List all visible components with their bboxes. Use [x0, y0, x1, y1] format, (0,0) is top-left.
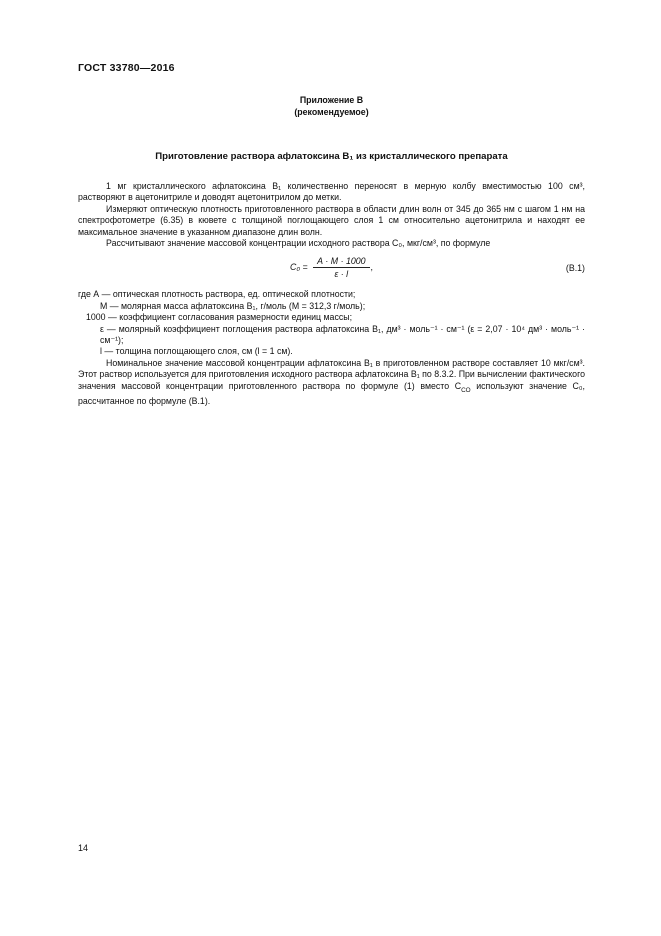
definition-epsilon: ε — молярный коэффициент поглощения раствора афлатоксина В₁, дм³ · моль⁻¹ · см⁻¹ (ε = 2,07 · 10⁴ дм³ · моль⁻¹ · см⁻¹); [100, 323, 585, 346]
formula-definitions [78, 289, 585, 357]
appendix-label: Приложение В [299, 95, 364, 105]
fraction-denominator: ε · l [334, 269, 349, 280]
paragraph-2: Измеряют оптическую плотность приготовленного раствора в области длин волн от 345 до 365 нм с шагом 1 нм на спектрофотометре (6.35) в кювете с толщиной поглощающего слоя 1 см относительно ацетонитрила и находят ее максимальное значение в указанном диапазоне длин волн. [78, 203, 585, 237]
formula-fraction [313, 256, 369, 279]
appendix-type: (рекомендуемое) [294, 107, 369, 117]
final-paragraph-part1: Номинальное значение массовой концентрации афлатоксина В₁ в приготовленном растворе составляет 10 мкг/см³. Этот раствор используется для приготовления исходного раствора афлатоксина В₁ по 8.3.2. При вычислении фактического значения массовой концентрации приготовленного раствора по формуле (1) вместо С [78, 357, 585, 391]
final-paragraph-subscript: СО [461, 386, 471, 394]
page-content [78, 62, 585, 407]
definition-l: l — толщина поглощающего слоя, см (l = 1 см). [100, 346, 293, 357]
fraction-numerator: А · М · 1000 [313, 256, 369, 268]
formula-block [78, 256, 585, 280]
section-title: Приготовление раствора афлатоксина В₁ из кристаллического препарата [155, 151, 508, 162]
final-paragraph-part2: используют значение С₀, рассчитанное по формуле (В.1). [78, 380, 585, 406]
paragraph-1: 1 мг кристаллического афлатоксина В₁ количественно переносят в мерную колбу вместимостью 100 см³, растворяют в ацетонитриле и доводят ацетонитрилом до метки. [78, 181, 585, 203]
definition-1000: 1000 — коэффициент согласования размерности единиц массы; [86, 312, 353, 323]
formula-lhs: С₀ = [290, 262, 311, 273]
appendix-heading [78, 94, 585, 118]
final-paragraph [78, 358, 585, 407]
page-number: 14 [78, 843, 89, 853]
formula-number: (В.1) [565, 263, 585, 274]
definition-m: М — молярная масса афлатоксина В₁, г/моль (М = 312,3 г/моль); [100, 300, 366, 311]
paragraph-3: Рассчитывают значение массовой концентрации исходного раствора С₀, мкг/см³, по формуле [106, 238, 491, 249]
definition-a: где А — оптическая плотность раствора, ед. оптической плотности; [78, 289, 356, 300]
formula-expression [290, 256, 373, 279]
gost-standard-number: ГОСТ 33780—2016 [78, 62, 175, 74]
formula-comma: , [370, 262, 373, 273]
